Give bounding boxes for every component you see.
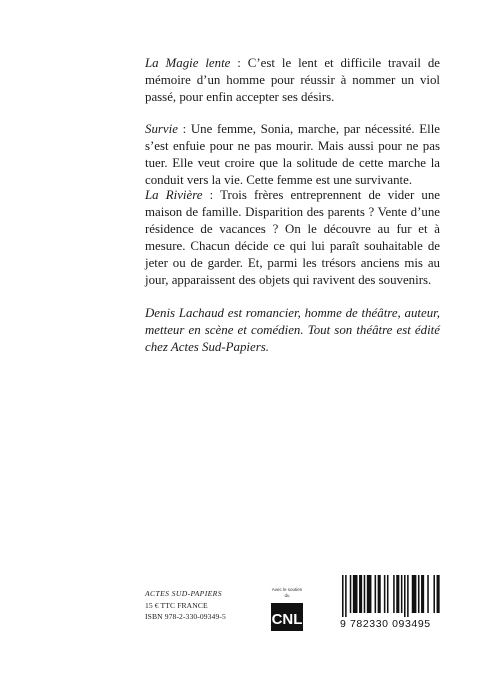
barcode-bar	[404, 575, 406, 617]
play-title-magie-lente: La Magie lente	[145, 56, 231, 70]
barcode-bar	[384, 575, 386, 613]
barcode-bar	[342, 575, 344, 617]
barcode-bar	[353, 575, 358, 613]
price: 15 € TTC FRANCE	[145, 600, 208, 610]
cnl-caption: Avec le soutien du	[271, 587, 303, 598]
barcode-bar	[345, 575, 347, 617]
barcode-bar	[412, 575, 417, 613]
author-bio: Denis Lachaud est romancier, homme de théâtre, auteur, metteur en scène et comédien. Tout son théâtre est édité chez Actes Sud-Papiers.	[145, 306, 440, 354]
barcode-bar	[364, 575, 366, 613]
barcode-bar	[378, 575, 381, 613]
barcode-bar	[359, 575, 362, 613]
summary-text-riviere: : Trois frères entreprennent de vider une maison de famille. Disparition des parents ? Vente d’une résidence de vacances ? On le découvre au fur et à mesure. Chacun décide ce qui lui paraît souhaitable de jeter ou de garder. Et, parmi les trésors anciens mis au jour, apparaissent des objets qui ravivent des souvenirs.	[145, 188, 440, 287]
cnl-logo-mark	[270, 601, 304, 633]
barcode-bars	[340, 575, 440, 617]
summary-paragraph-magie-lente	[145, 55, 440, 106]
summary-text-survie: : Une femme, Sonia, marche, par nécessité. Elle s’est enfuie pour ne pas mourir. Mais aussi pour ne pas tuer. Elle veut croire que la solitude de cette marche la conduit vers la vie. Cette femme est une survivante.	[145, 122, 440, 187]
barcode-bar	[387, 575, 389, 613]
barcode-bar	[396, 575, 399, 613]
barcode-bar	[421, 575, 424, 613]
barcode-digits: 9 782330 093495	[340, 618, 431, 630]
publisher-info	[145, 588, 255, 623]
barcode-bar	[350, 575, 352, 613]
summary-paragraph-survie	[145, 121, 440, 189]
play-title-survie: Survie	[145, 122, 178, 136]
publisher-name: ACTES SUD-PAPIERS	[145, 589, 222, 598]
barcode-bar	[375, 575, 377, 613]
barcode-bar	[427, 575, 429, 613]
barcode-bar	[401, 575, 403, 613]
isbn: ISBN 978-2-330-09349-5	[145, 612, 226, 621]
barcode-bar	[367, 575, 372, 613]
summary-text-magie-lente: : C’est le lent et difficile travail de mémoire d’un homme pour réussir à nommer un viol passé, pour enfin accepter ses désirs.	[145, 56, 440, 104]
barcode-bar	[437, 575, 440, 613]
barcode-bar	[418, 575, 420, 613]
summary-paragraph-riviere	[145, 187, 440, 289]
barcode-bar	[433, 575, 435, 613]
play-title-riviere: La Rivière	[145, 188, 203, 202]
barcode-bar	[393, 575, 395, 613]
cnl-letters: CNL	[271, 611, 303, 628]
cnl-logo	[270, 587, 304, 629]
barcode-bar	[407, 575, 409, 617]
barcode	[340, 575, 440, 631]
